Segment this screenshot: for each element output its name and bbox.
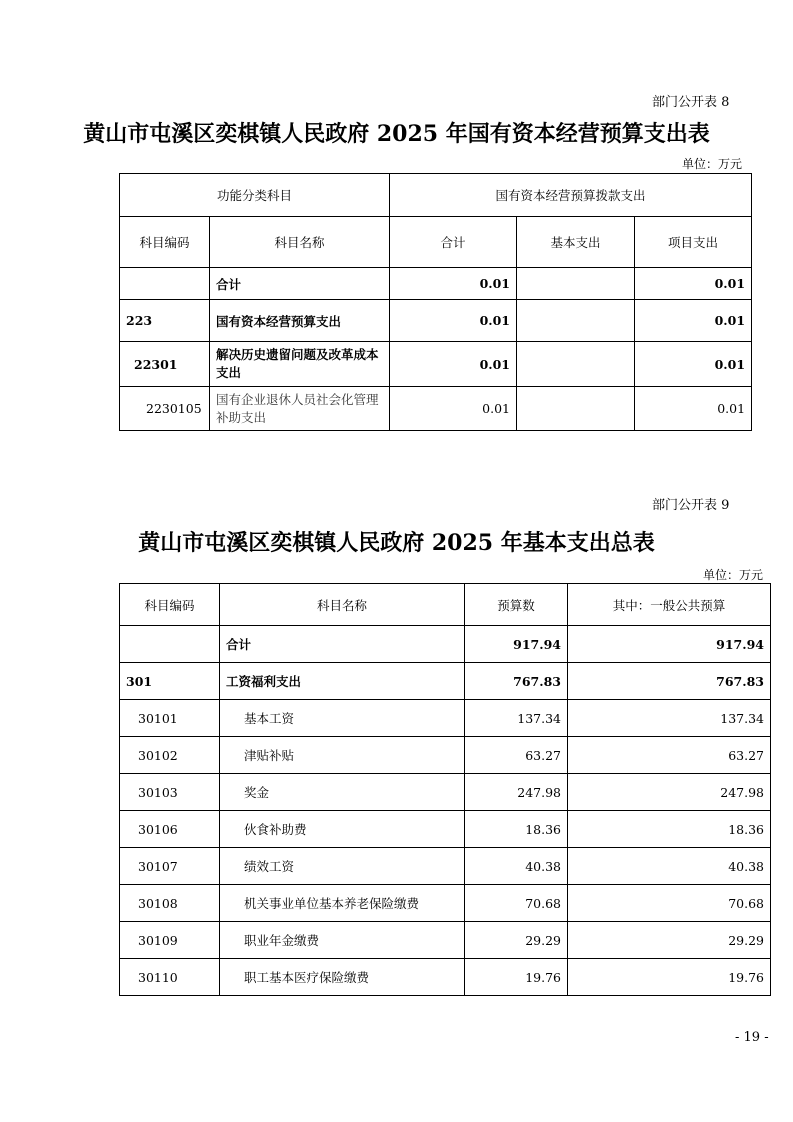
- row-budget: 29.29: [465, 922, 568, 959]
- row-general: 63.27: [568, 737, 771, 774]
- table8-title: 黄山市屯溪区奕棋镇人民政府 2025 年国有资本经营预算支出表: [83, 121, 710, 147]
- row-code: [120, 268, 210, 300]
- table9-tag: 部门公开表 9: [652, 498, 730, 513]
- table8-col-project: 项目支出: [635, 217, 752, 268]
- table-row: [120, 663, 771, 700]
- row-code: 30102: [120, 737, 220, 774]
- row-project: 0.01: [635, 342, 752, 387]
- row-name: 绩效工资: [220, 848, 465, 885]
- row-code: 22301: [120, 342, 210, 387]
- row-code: 30109: [120, 922, 220, 959]
- row-code: [120, 626, 220, 663]
- row-project: 0.01: [635, 300, 752, 342]
- row-budget: 247.98: [465, 774, 568, 811]
- row-project: 0.01: [635, 268, 752, 300]
- row-name: 合计: [220, 626, 465, 663]
- table-row: [120, 737, 771, 774]
- table-row: [120, 268, 752, 300]
- row-name: 伙食补助费: [220, 811, 465, 848]
- table8-col-basic: 基本支出: [517, 217, 635, 268]
- table9-unit: 单位：万元: [703, 568, 764, 582]
- table8-col-total: 合计: [390, 217, 517, 268]
- row-code: 30108: [120, 885, 220, 922]
- row-total: 0.01: [390, 300, 517, 342]
- row-general: 29.29: [568, 922, 771, 959]
- row-budget: 767.83: [465, 663, 568, 700]
- row-budget: 63.27: [465, 737, 568, 774]
- table-row: [120, 959, 771, 996]
- table9-col-name: 科目名称: [220, 584, 465, 626]
- row-code: 223: [120, 300, 210, 342]
- table9-column-header: [120, 584, 771, 626]
- row-code: 301: [120, 663, 220, 700]
- row-basic: [517, 268, 635, 300]
- row-general: 18.36: [568, 811, 771, 848]
- row-name: 国有企业退休人员社会化管理补助支出: [210, 387, 390, 431]
- row-name: 津贴补贴: [220, 737, 465, 774]
- table8-col-code: 科目编码: [120, 217, 210, 268]
- table-row: [120, 922, 771, 959]
- table-row: [120, 626, 771, 663]
- table8-tag: 部门公开表 8: [652, 95, 730, 110]
- row-code: 30103: [120, 774, 220, 811]
- table-row: [120, 885, 771, 922]
- row-general: 247.98: [568, 774, 771, 811]
- row-budget: 18.36: [465, 811, 568, 848]
- row-basic: [517, 300, 635, 342]
- row-general: 40.38: [568, 848, 771, 885]
- table8-group-left: 功能分类科目: [120, 174, 390, 217]
- table9-col-code: 科目编码: [120, 584, 220, 626]
- row-code: 30107: [120, 848, 220, 885]
- row-name: 合计: [210, 268, 390, 300]
- row-budget: 137.34: [465, 700, 568, 737]
- table-row: [120, 774, 771, 811]
- row-name: 基本工资: [220, 700, 465, 737]
- row-budget: 19.76: [465, 959, 568, 996]
- row-name: 工资福利支出: [220, 663, 465, 700]
- table8-col-name: 科目名称: [210, 217, 390, 268]
- row-name: 职业年金缴费: [220, 922, 465, 959]
- table8-unit: 单位：万元: [682, 157, 743, 171]
- row-total: 0.01: [390, 387, 517, 431]
- row-name: 职工基本医疗保险缴费: [220, 959, 465, 996]
- table9-col-general: 其中：一般公共预算: [568, 584, 771, 626]
- row-code: 2230105: [120, 387, 210, 431]
- row-general: 70.68: [568, 885, 771, 922]
- table-row: [120, 811, 771, 848]
- row-budget: 70.68: [465, 885, 568, 922]
- row-general: 19.76: [568, 959, 771, 996]
- row-code: 30106: [120, 811, 220, 848]
- table8-group-right: 国有资本经营预算拨款支出: [390, 174, 752, 217]
- row-basic: [517, 387, 635, 431]
- row-name: 奖金: [220, 774, 465, 811]
- row-budget: 917.94: [465, 626, 568, 663]
- table-row: [120, 342, 752, 387]
- row-general: 137.34: [568, 700, 771, 737]
- row-code: 30101: [120, 700, 220, 737]
- row-general: 767.83: [568, 663, 771, 700]
- table9-col-budget: 预算数: [465, 584, 568, 626]
- row-name: 机关事业单位基本养老保险缴费: [220, 885, 465, 922]
- table-row: [120, 387, 752, 431]
- row-general: 917.94: [568, 626, 771, 663]
- table8-column-header: [120, 217, 752, 268]
- row-budget: 40.38: [465, 848, 568, 885]
- row-total: 0.01: [390, 342, 517, 387]
- table8-group-header: [120, 174, 752, 217]
- row-name: 国有资本经营预算支出: [210, 300, 390, 342]
- table9-title: 黄山市屯溪区奕棋镇人民政府 2025 年基本支出总表: [138, 530, 655, 556]
- table-row: [120, 848, 771, 885]
- row-code: 30110: [120, 959, 220, 996]
- table-row: [120, 300, 752, 342]
- row-name: 解决历史遗留问题及改革成本支出: [210, 342, 390, 387]
- page-number: - 19 -: [735, 1030, 769, 1045]
- row-basic: [517, 342, 635, 387]
- table9: [119, 583, 771, 996]
- table-row: [120, 700, 771, 737]
- row-project: 0.01: [635, 387, 752, 431]
- table8: [119, 173, 752, 431]
- row-total: 0.01: [390, 268, 517, 300]
